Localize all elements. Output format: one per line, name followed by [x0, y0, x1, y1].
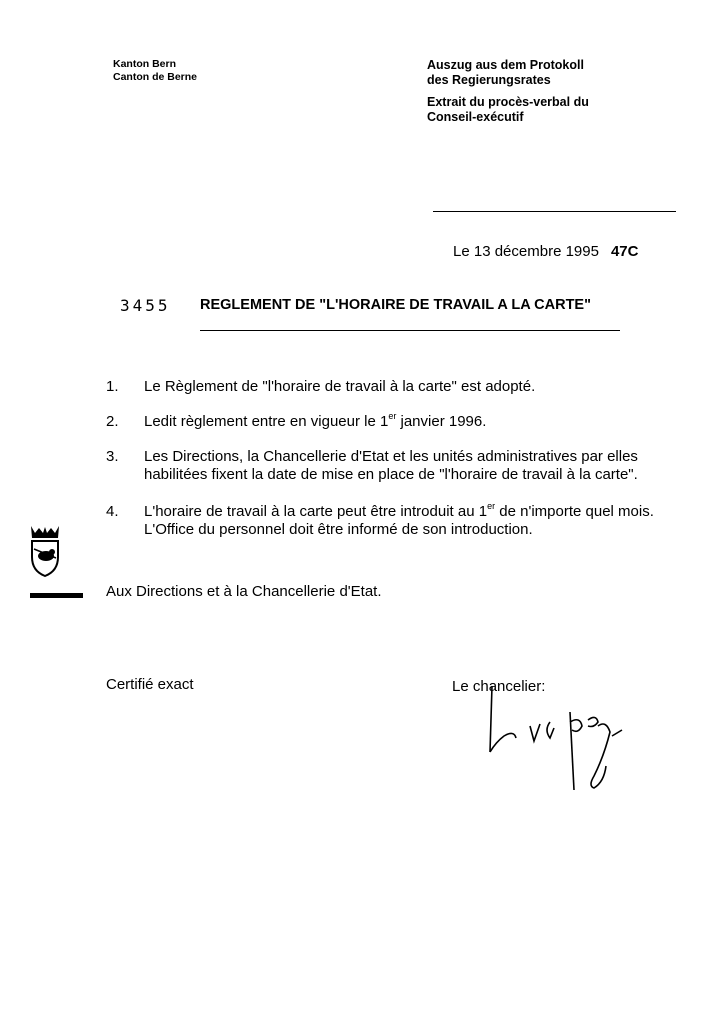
decision-title: REGLEMENT DE "L'HORAIRE DE TRAVAIL A LA CARTE"	[200, 297, 591, 313]
item-text-line2: habilitées fixent la date de mise en place de "l'horaire de travail à la carte".	[144, 466, 638, 483]
protocol-block	[427, 58, 589, 125]
superscript: er	[388, 411, 397, 421]
certified-label: Certifié exact	[106, 676, 194, 693]
sender-de: Kanton Bern	[113, 58, 176, 70]
sender-fr: Canton de Berne	[113, 71, 198, 83]
item-text-line1: L'horaire de travail à la carte peut être introduit au 1er de n'importe quel mois.	[144, 501, 654, 520]
recipients: Aux Directions et à la Chancellerie d'Etat.	[106, 583, 382, 600]
protocol-de-line2: des Regierungsrates	[427, 73, 551, 87]
document-code: 47C	[610, 243, 639, 260]
document-date: Le 13 décembre 1995	[453, 243, 599, 260]
chancellor-label: Le chancelier:	[452, 678, 546, 695]
item-text: Le Règlement de "l'horaire de travail à la carte" est adopté.	[144, 378, 536, 395]
bern-crest-icon	[28, 524, 62, 583]
decision-number: 3455	[120, 296, 171, 315]
date-line	[453, 243, 638, 260]
item-text: Ledit règlement entre en vigueur le 1er janvier 1996.	[144, 411, 487, 430]
fold-mark	[30, 593, 83, 598]
item-number: 3.	[106, 448, 119, 465]
protocol-de-line1: Auszug aus dem Protokoll	[427, 58, 584, 72]
item-number: 2.	[106, 413, 119, 430]
protocol-fr-line1: Extrait du procès-verbal du	[427, 95, 589, 109]
item-text-line1: Les Directions, la Chancellerie d'Etat et les unités administratives par elles	[144, 448, 638, 465]
item-text-line2: L'Office du personnel doit être informé de son introduction.	[144, 521, 533, 538]
superscript: er	[487, 501, 496, 511]
header-divider	[433, 211, 676, 212]
sender-block	[113, 58, 197, 84]
title-underline	[200, 330, 620, 331]
item-number: 1.	[106, 378, 119, 395]
protocol-fr-line2: Conseil-exécutif	[427, 110, 524, 124]
signature	[470, 686, 630, 801]
item-number: 4.	[106, 503, 119, 520]
